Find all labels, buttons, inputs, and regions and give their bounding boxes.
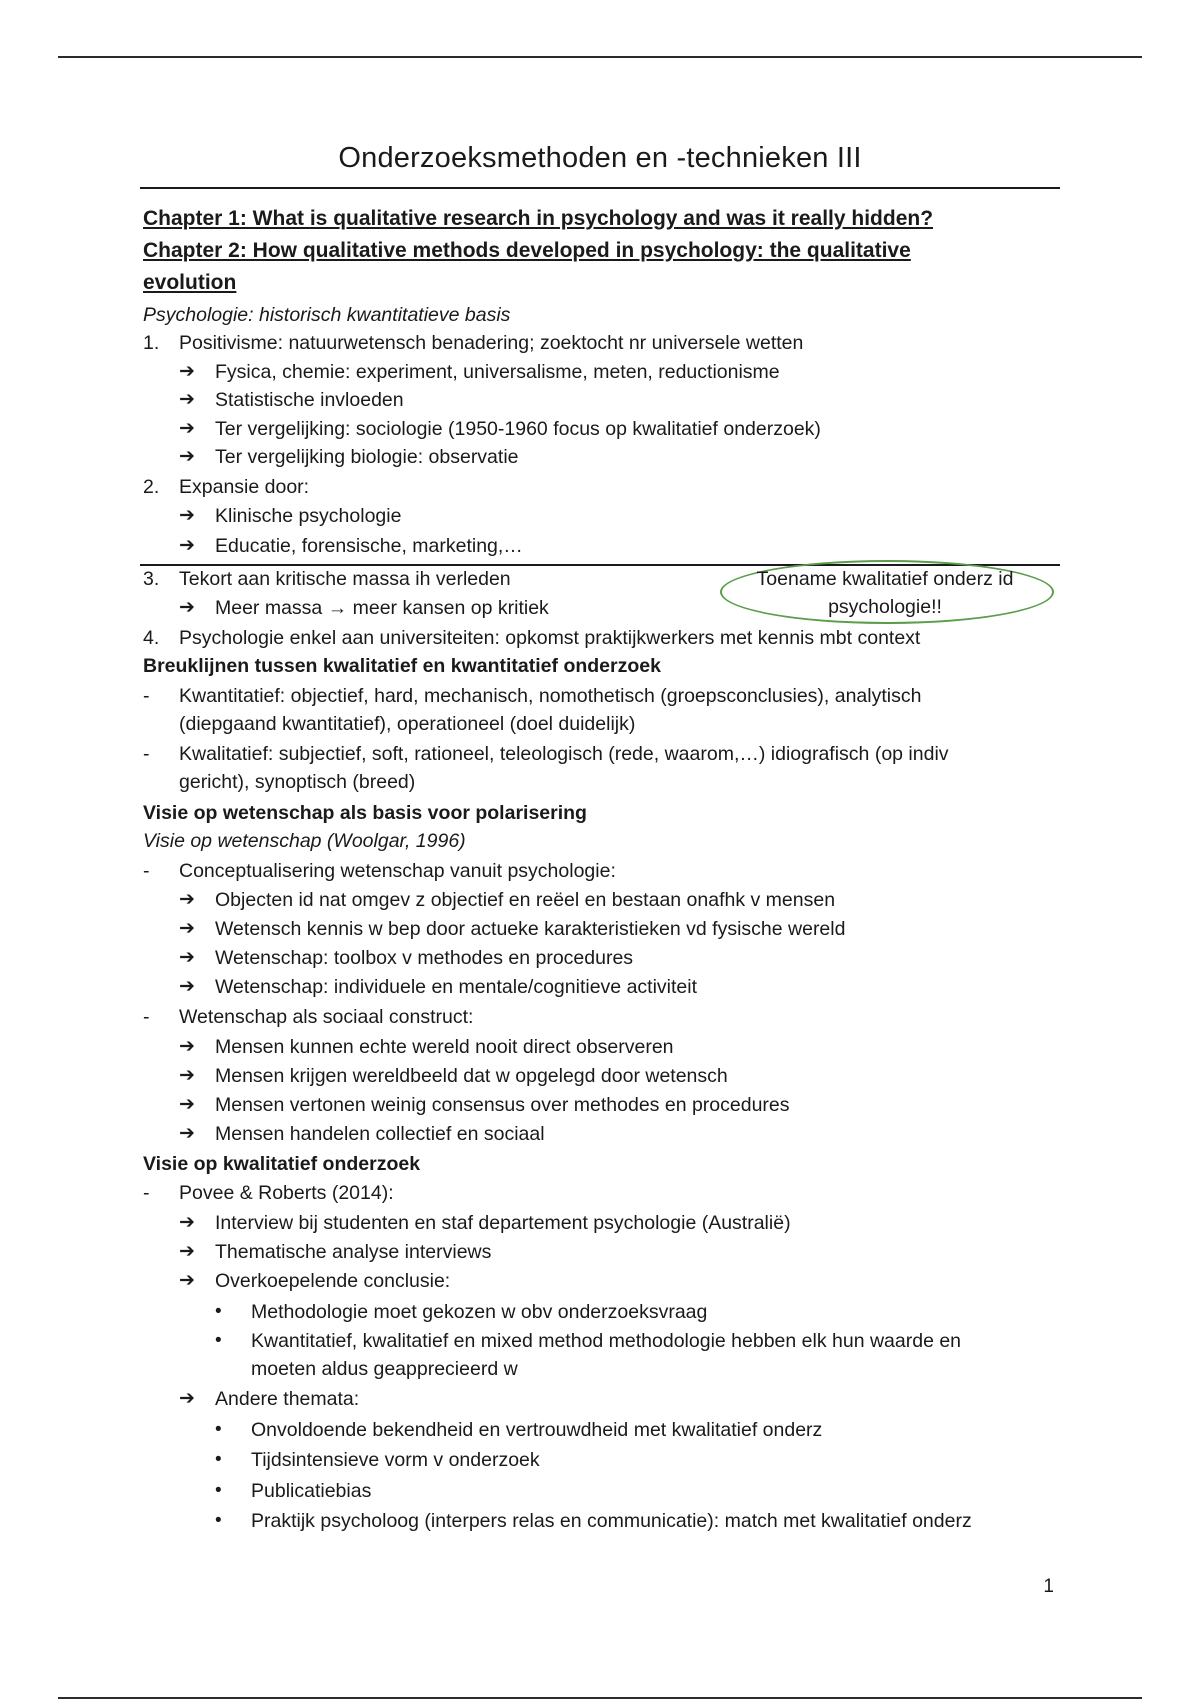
sub-list-item: Thematische analyse interviews bbox=[215, 1241, 492, 1263]
list-item-continued: gericht), synoptisch (breed) bbox=[179, 771, 416, 793]
sub-list-item: Wetenschap: individuele en mentale/cognitieve activiteit bbox=[215, 976, 698, 998]
arrow-icon: ➔ bbox=[179, 1388, 195, 1409]
page-top-rule bbox=[58, 56, 1142, 58]
list-item: Kwalitatief: subjectief, soft, rationeel, teleologisch (rede, waarom,…) idiografisch (op indiv bbox=[179, 743, 949, 765]
sub-list-item: Fysica, chemie: experiment, universalisme, meten, reductionisme bbox=[215, 361, 780, 383]
annotation-text: Toename kwalitatief onderz id bbox=[756, 568, 1014, 590]
bullet-item: Kwantitatief, kwalitatief en mixed method methodologie hebben elk hun waarde en bbox=[251, 1330, 962, 1352]
arrow-icon: ➔ bbox=[179, 1270, 195, 1291]
arrow-icon: ➔ bbox=[179, 918, 195, 939]
arrow-icon: ➔ bbox=[179, 947, 195, 968]
document-title: Onderzoeksmethoden en -technieken III bbox=[338, 142, 862, 174]
sub-list-item: Wetenschap: toolbox v methodes en procedures bbox=[215, 947, 634, 969]
sub-list-item: Mensen kunnen echte wereld nooit direct observeren bbox=[215, 1036, 674, 1058]
arrow-icon: ➔ bbox=[179, 597, 195, 618]
dash-marker: - bbox=[143, 1006, 150, 1028]
arrow-icon: ➔ bbox=[179, 535, 195, 556]
sub-list-item: Ter vergelijking: sociologie (1950-1960 focus op kwalitatief onderzoek) bbox=[215, 418, 821, 440]
bullet-item-continued: moeten aldus geapprecieerd w bbox=[251, 1358, 518, 1380]
dash-marker: - bbox=[143, 743, 150, 765]
bullet-icon: • bbox=[215, 1510, 222, 1531]
sub-list-item: Objecten id nat omgev z objectief en reëel en bestaan onafhk v mensen bbox=[215, 889, 836, 911]
section-subtitle: Visie op wetenschap (Woolgar, 1996) bbox=[143, 830, 466, 852]
chapter-heading-continued: evolution bbox=[143, 271, 237, 294]
sub-list-item: Interview bij studenten en staf departement psychologie (Australië) bbox=[215, 1212, 791, 1234]
section-subtitle: Psychologie: historisch kwantitatieve basis bbox=[143, 304, 511, 326]
bullet-item: Publicatiebias bbox=[251, 1480, 372, 1502]
dash-marker: - bbox=[143, 1182, 150, 1204]
list-item: Conceptualisering wetenschap vanuit psychologie: bbox=[179, 860, 616, 882]
list-item: Positivisme: natuurwetensch benadering; zoektocht nr universele wetten bbox=[179, 332, 804, 354]
arrow-icon: ➔ bbox=[179, 418, 195, 439]
bullet-item: Tijdsintensieve vorm v onderzoek bbox=[251, 1449, 540, 1471]
list-item-continued: (diepgaand kwantitatief), operationeel (doel duidelijk) bbox=[179, 713, 636, 735]
arrow-icon: ➔ bbox=[179, 505, 195, 526]
arrow-icon: ➔ bbox=[179, 1241, 195, 1262]
page-bottom-rule bbox=[58, 1697, 1142, 1699]
list-item: Psychologie enkel aan universiteiten: opkomst praktijkwerkers met kennis mbt context bbox=[179, 627, 921, 649]
bullet-icon: • bbox=[215, 1301, 222, 1322]
list-item: Povee & Roberts (2014): bbox=[179, 1182, 394, 1204]
bullet-item: Praktijk psycholoog (interpers relas en communicatie): match met kwalitatief onderz bbox=[251, 1510, 972, 1532]
arrow-icon: ➔ bbox=[179, 1065, 195, 1086]
chapter-heading: Chapter 2: How qualitative methods developed in psychology: the qualitative bbox=[143, 239, 911, 262]
arrow-icon: ➔ bbox=[179, 389, 195, 410]
list-number: 1. bbox=[143, 332, 160, 354]
section-heading: Visie op kwalitatief onderzoek bbox=[143, 1153, 421, 1175]
sub-list-item: Ter vergelijking biologie: observatie bbox=[215, 446, 519, 468]
sub-list-item: Educatie, forensische, marketing,… bbox=[215, 535, 523, 557]
bullet-item: Methodologie moet gekozen w obv onderzoeksvraag bbox=[251, 1301, 708, 1323]
bullet-item: Onvoldoende bekendheid en vertrouwdheid met kwalitatief onderz bbox=[251, 1419, 823, 1441]
bullet-icon: • bbox=[215, 1330, 222, 1351]
page-number: 1 bbox=[1043, 1576, 1054, 1597]
list-item: Tekort aan kritische massa ih verleden bbox=[179, 568, 511, 590]
sub-list-item: Klinische psychologie bbox=[215, 505, 402, 527]
chapter-heading: Chapter 1: What is qualitative research in psychology and was it really hidden? bbox=[143, 207, 934, 230]
bullet-icon: • bbox=[215, 1449, 222, 1470]
sub-list-item: Overkoepelende conclusie: bbox=[215, 1270, 451, 1292]
list-item: Kwantitatief: objectief, hard, mechanisch, nomothetisch (groepsconclusies), analytisch bbox=[179, 685, 922, 707]
dash-marker: - bbox=[143, 860, 150, 882]
arrow-icon: ➔ bbox=[179, 976, 195, 997]
sub-list-item: Andere themata: bbox=[215, 1388, 360, 1410]
list-number: 2. bbox=[143, 476, 160, 498]
sub-list-item: Mensen vertonen weinig consensus over methodes en procedures bbox=[215, 1094, 790, 1116]
arrow-icon: ➔ bbox=[179, 361, 195, 382]
sub-list-item: Statistische invloeden bbox=[215, 389, 404, 411]
section-heading: Visie op wetenschap als basis voor polarisering bbox=[143, 802, 587, 824]
bullet-icon: • bbox=[215, 1419, 222, 1440]
sub-list-item: Mensen handelen collectief en sociaal bbox=[215, 1123, 545, 1145]
sub-list-item: Meer massa → meer kansen op kritiek bbox=[215, 597, 549, 619]
list-number: 4. bbox=[143, 627, 160, 649]
arrow-icon: ➔ bbox=[179, 1036, 195, 1057]
arrow-icon: ➔ bbox=[179, 1212, 195, 1233]
title-underline bbox=[140, 187, 1060, 189]
sub-list-item: Mensen krijgen wereldbeeld dat w opgelegd door wetensch bbox=[215, 1065, 728, 1087]
list-item: Wetenschap als sociaal construct: bbox=[179, 1006, 474, 1028]
sub-list-item: Wetensch kennis w bep door actueke karakteristieken vd fysische wereld bbox=[215, 918, 846, 940]
list-item: Expansie door: bbox=[179, 476, 310, 498]
dash-marker: - bbox=[143, 685, 150, 707]
annotation-text: psychologie!! bbox=[828, 596, 942, 618]
arrow-icon: ➔ bbox=[179, 1094, 195, 1115]
arrow-icon: ➔ bbox=[179, 889, 195, 910]
list-number: 3. bbox=[143, 568, 160, 590]
arrow-icon: ➔ bbox=[179, 446, 195, 467]
arrow-icon: ➔ bbox=[179, 1123, 195, 1144]
bullet-icon: • bbox=[215, 1480, 222, 1501]
section-heading: Breuklijnen tussen kwalitatief en kwantitatief onderzoek bbox=[143, 655, 661, 677]
